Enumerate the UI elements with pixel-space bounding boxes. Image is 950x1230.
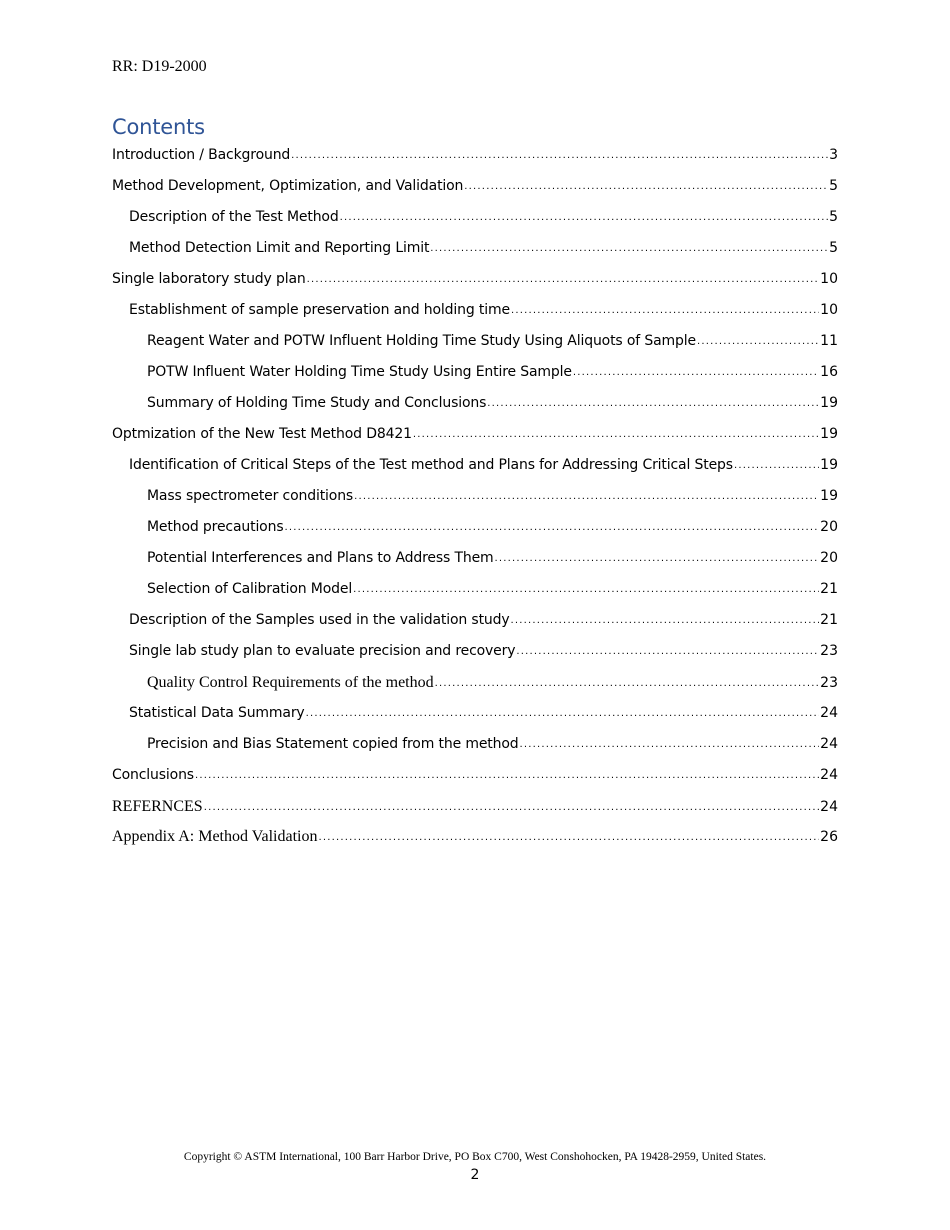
toc-entry-reagent-water-study[interactable]: [147, 326, 838, 357]
toc-entry-title: Conclusions: [112, 767, 194, 783]
toc-entry-introduction[interactable]: [112, 140, 838, 171]
toc-entry-page: 24: [820, 799, 838, 815]
toc-heading: Contents: [112, 115, 205, 139]
toc-entry-method-development[interactable]: [112, 171, 838, 202]
toc-entry-precision-recovery-plan[interactable]: [129, 636, 838, 667]
toc-entry-page: 24: [820, 767, 838, 783]
toc-entry-title: Summary of Holding Time Study and Conclusions: [147, 395, 487, 411]
copyright-notice: Copyright © ASTM International, 100 Barr Harbor Drive, PO Box C700, West Conshohocken, PA 19428-2959, United States.: [183, 1151, 767, 1163]
toc-leader-dots: [291, 140, 828, 171]
toc-entry-page: 24: [820, 705, 838, 721]
toc-entry-page: 11: [820, 333, 838, 349]
toc-entry-conclusions[interactable]: [112, 760, 838, 791]
toc-leader-dots: [495, 543, 820, 574]
toc-leader-dots: [734, 450, 819, 481]
toc-entry-references[interactable]: [112, 791, 838, 822]
toc-leader-dots: [697, 326, 819, 357]
toc-entry-page: 26: [820, 829, 838, 845]
toc-entry-title: Introduction / Background: [112, 147, 291, 163]
toc-entry-page: 19: [820, 395, 838, 411]
toc-entry-mass-spectrometer[interactable]: [147, 481, 838, 512]
toc-entry-page: 19: [820, 488, 838, 504]
toc-leader-dots: [284, 512, 819, 543]
document-reference: RR: D19-2000: [112, 58, 207, 75]
toc-leader-dots: [307, 264, 820, 295]
toc-leader-dots: [520, 729, 820, 760]
toc-entry-page: 3: [829, 147, 838, 163]
toc-entry-potw-influent-study[interactable]: [147, 357, 838, 388]
toc-leader-dots: [340, 202, 828, 233]
toc-leader-dots: [306, 698, 820, 729]
toc-entry-title: Method precautions: [147, 519, 284, 535]
toc-entry-page: 21: [820, 581, 838, 597]
toc-leader-dots: [516, 636, 819, 667]
toc-leader-dots: [413, 419, 819, 450]
toc-entry-title: Optmization of the New Test Method D8421: [112, 426, 412, 442]
toc-entry-title: Reagent Water and POTW Influent Holding Time Study Using Aliquots of Sample: [147, 333, 696, 349]
toc-entry-page: 20: [820, 550, 838, 566]
toc-entry-title: REFERNCES: [112, 798, 203, 815]
toc-entry-single-lab-study-plan[interactable]: [112, 264, 838, 295]
toc-entry-optimization[interactable]: [112, 419, 838, 450]
toc-entry-page: 5: [829, 178, 838, 194]
toc-entry-title: Quality Control Requirements of the method: [147, 674, 434, 691]
toc-entry-page: 21: [820, 612, 838, 628]
toc-entry-quality-control[interactable]: [147, 667, 838, 698]
toc-leader-dots: [204, 792, 819, 823]
toc-entry-calibration-model[interactable]: [147, 574, 838, 605]
toc-entry-page: 16: [820, 364, 838, 380]
toc-entry-title: Description of the Test Method: [129, 209, 339, 225]
toc-entry-page: 5: [829, 240, 838, 256]
toc-entry-title: Establishment of sample preservation and holding time: [129, 302, 510, 318]
toc-entry-method-precautions[interactable]: [147, 512, 838, 543]
toc-entry-title: POTW Influent Water Holding Time Study Using Entire Sample: [147, 364, 572, 380]
toc-entry-title: Identification of Critical Steps of the Test method and Plans for Addressing Critical Steps: [129, 457, 733, 473]
toc-leader-dots: [318, 822, 819, 853]
toc-entry-title: Statistical Data Summary: [129, 705, 305, 721]
toc-entry-title: Mass spectrometer conditions: [147, 488, 354, 504]
toc-entry-sample-preservation[interactable]: [129, 295, 838, 326]
toc-leader-dots: [354, 481, 819, 512]
page-number: 2: [470, 1167, 480, 1183]
toc-entry-page: 20: [820, 519, 838, 535]
toc-leader-dots: [353, 574, 819, 605]
toc-entry-page: 19: [820, 426, 838, 442]
toc-leader-dots: [195, 760, 819, 791]
toc-entry-page: 5: [829, 209, 838, 225]
toc-entry-title: Single lab study plan to evaluate precision and recovery: [129, 643, 516, 659]
toc-entry-title: Method Development, Optimization, and Validation: [112, 178, 464, 194]
toc-leader-dots: [435, 668, 820, 699]
toc-leader-dots: [511, 295, 819, 326]
toc-leader-dots: [464, 171, 828, 202]
toc-leader-dots: [573, 357, 819, 388]
toc-entry-title: Method Detection Limit and Reporting Limit: [129, 240, 430, 256]
toc-leader-dots: [487, 388, 819, 419]
toc-leader-dots: [430, 233, 828, 264]
toc-entry-page: 10: [820, 302, 838, 318]
toc-entry-precision-bias[interactable]: [147, 729, 838, 760]
toc-entry-title: Selection of Calibration Model: [147, 581, 353, 597]
toc-entry-test-method-description[interactable]: [129, 202, 838, 233]
toc-entry-page: 23: [820, 675, 838, 691]
toc-entry-page: 23: [820, 643, 838, 659]
toc-entry-page: 10: [820, 271, 838, 287]
toc-entry-detection-limit[interactable]: [129, 233, 838, 264]
toc-leader-dots: [511, 605, 820, 636]
toc-entry-appendix-a[interactable]: [112, 821, 838, 852]
toc-entry-title: Precision and Bias Statement copied from the method: [147, 736, 519, 752]
toc-entry-holding-time-summary[interactable]: [147, 388, 838, 419]
toc-entry-title: Description of the Samples used in the validation study: [129, 612, 510, 628]
toc-entry-page: 24: [820, 736, 838, 752]
toc-entry-page: 19: [820, 457, 838, 473]
toc-entry-title: Potential Interferences and Plans to Address Them: [147, 550, 494, 566]
toc-entry-statistical-summary[interactable]: [129, 698, 838, 729]
toc-entry-title: Appendix A: Method Validation: [112, 828, 318, 845]
toc-entry-interferences[interactable]: [147, 543, 838, 574]
toc-entry-samples-description[interactable]: [129, 605, 838, 636]
toc-entry-critical-steps[interactable]: [129, 450, 838, 481]
toc-entry-title: Single laboratory study plan: [112, 271, 306, 287]
